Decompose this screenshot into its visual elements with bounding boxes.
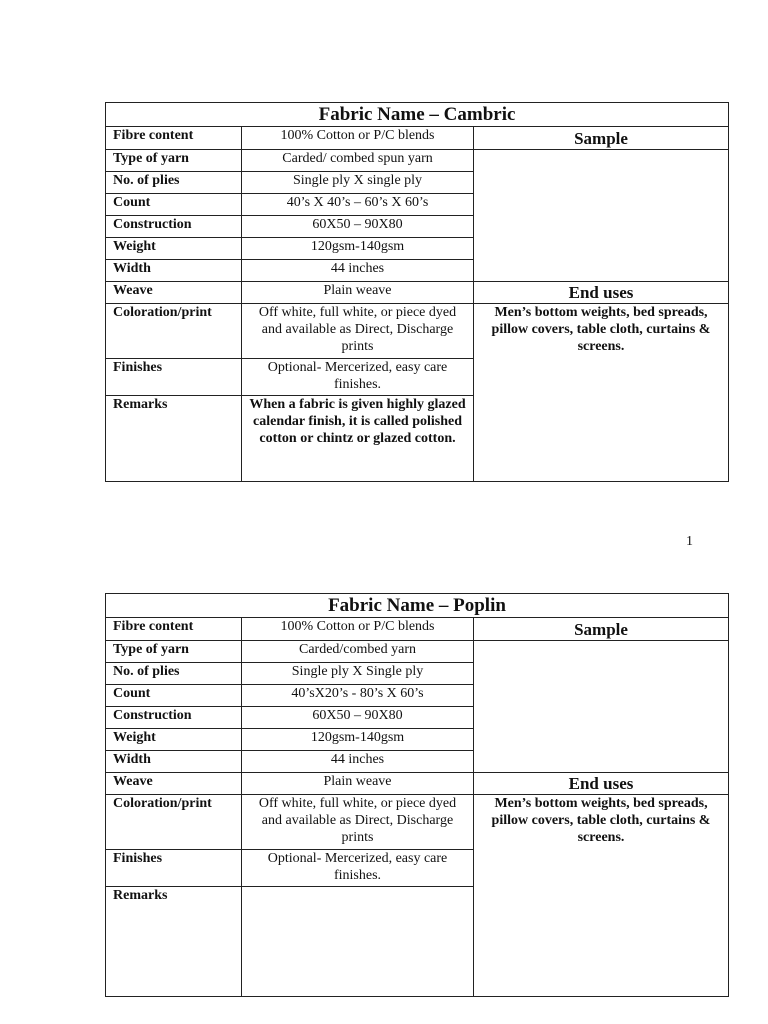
remarks-value: [242, 887, 474, 997]
sample-area: [474, 150, 729, 282]
row-value: Single ply X single ply: [242, 172, 474, 194]
row-value: 44 inches: [242, 260, 474, 282]
row-label: Remarks: [106, 396, 242, 482]
row-value: Carded/combed yarn: [242, 641, 474, 663]
row-label: Remarks: [106, 887, 242, 997]
row-value: 120gsm-140gsm: [242, 729, 474, 751]
row-value: Optional- Mercerized, easy care finishes.: [242, 359, 474, 396]
row-value: 44 inches: [242, 751, 474, 773]
end-uses-heading: End uses: [474, 282, 729, 304]
row-label: Construction: [106, 216, 242, 238]
sample-heading: Sample: [474, 127, 729, 150]
sample-area: [474, 641, 729, 773]
row-value: Optional- Mercerized, easy care finishes.: [242, 850, 474, 887]
row-value: 40’s X 40’s – 60’s X 60’s: [242, 194, 474, 216]
row-label: Weave: [106, 773, 242, 795]
row-label: Width: [106, 260, 242, 282]
fabric-table-cambric: [105, 102, 729, 482]
row-value: Single ply X Single ply: [242, 663, 474, 685]
row-label: No. of plies: [106, 663, 242, 685]
row-label: Finishes: [106, 850, 242, 887]
end-uses-heading: End uses: [474, 773, 729, 795]
row-value: Off white, full white, or piece dyed and available as Direct, Discharge prints: [242, 795, 474, 850]
row-value: Plain weave: [242, 773, 474, 795]
row-label: Weight: [106, 238, 242, 260]
page-number: 1: [686, 534, 693, 549]
row-label: Weight: [106, 729, 242, 751]
fabric-title: Fabric Name – Poplin: [106, 594, 729, 618]
row-value: 60X50 – 90X80: [242, 707, 474, 729]
row-label: Width: [106, 751, 242, 773]
fabric-table-poplin: [105, 593, 729, 997]
row-label: Type of yarn: [106, 150, 242, 172]
row-label: Type of yarn: [106, 641, 242, 663]
row-value: Off white, full white, or piece dyed and available as Direct, Discharge prints: [242, 304, 474, 359]
fabric-title: Fabric Name – Cambric: [106, 103, 729, 127]
row-value: 60X50 – 90X80: [242, 216, 474, 238]
row-value: 100% Cotton or P/C blends: [242, 618, 474, 641]
row-label: Weave: [106, 282, 242, 304]
row-label: Finishes: [106, 359, 242, 396]
row-label: Coloration/print: [106, 795, 242, 850]
row-value: Plain weave: [242, 282, 474, 304]
row-value: 120gsm-140gsm: [242, 238, 474, 260]
row-value: Carded/ combed spun yarn: [242, 150, 474, 172]
row-label: Count: [106, 194, 242, 216]
sample-heading: Sample: [474, 618, 729, 641]
row-label: Fibre content: [106, 618, 242, 641]
row-label: Count: [106, 685, 242, 707]
row-label: Construction: [106, 707, 242, 729]
end-uses-text: Men’s bottom weights, bed spreads, pillow covers, table cloth, curtains & screens.: [474, 304, 729, 482]
row-label: Coloration/print: [106, 304, 242, 359]
row-value: 40’sX20’s - 80’s X 60’s: [242, 685, 474, 707]
row-value: 100% Cotton or P/C blends: [242, 127, 474, 150]
row-label: Fibre content: [106, 127, 242, 150]
remarks-value: When a fabric is given highly glazed calendar finish, it is called polished cotton or chintz or glazed cotton.: [242, 396, 474, 482]
end-uses-text: Men’s bottom weights, bed spreads, pillow covers, table cloth, curtains & screens.: [474, 795, 729, 997]
row-label: No. of plies: [106, 172, 242, 194]
